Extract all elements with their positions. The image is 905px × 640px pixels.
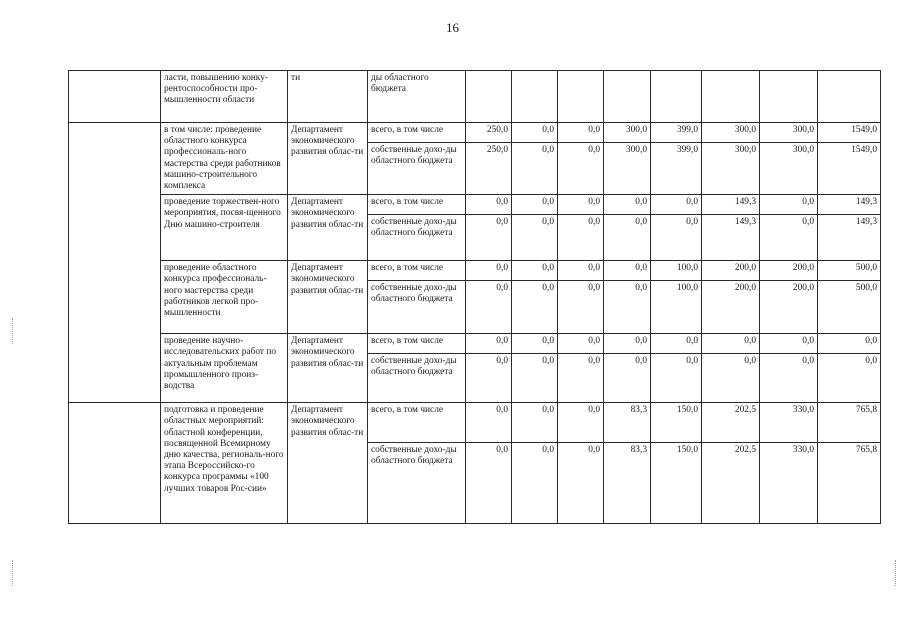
value-cell: 100,0 [651,281,702,334]
value-cell: 500,0 [818,281,881,334]
source-cell: собственные дохо-ды областного бюджета [368,215,466,261]
table-row [69,195,881,215]
table-row [69,334,881,354]
value-cell: 0,0 [558,195,604,215]
activity-cell: проведение научно-исследовательских работ по актуальным проблемам промышленного произ-водства [161,334,288,403]
value-cell: 0,0 [558,354,604,403]
value-cell: 0,0 [604,261,651,281]
value-cell: 250,0 [466,123,512,143]
value-cell: 0,0 [512,195,558,215]
value-cell: 0,0 [512,334,558,354]
value-cell: 300,0 [604,143,651,195]
value-cell: 0,0 [558,334,604,354]
value-cell: 250,0 [466,143,512,195]
table-row [69,261,881,281]
activity-cell: подготовка и проведение областных мероприятий: областной конференции, посвященной Всемирному дню качества, региональ-ного этапа Всероссийско-го конкурса программы «100 лучших товаров Рос-сии» [161,403,288,524]
source-cell: собственные дохо-ды областного бюджета [368,143,466,195]
value-cell: 150,0 [651,403,702,443]
budget-table [68,70,881,524]
executor-cell: Департамент экономического развития облас-ти [288,261,368,334]
table-row [69,123,881,143]
value-cell: 0,0 [651,195,702,215]
scan-mark [12,560,14,586]
source-cell: всего, в том числе [368,261,466,281]
value-cell: 765,8 [818,443,881,524]
activity-cell: ласти, повышению конку-рентоспособности про-мышленности области [161,71,288,123]
value-cell: 149,3 [702,195,760,215]
executor-cell: Департамент экономического развития облас-ти [288,334,368,403]
page-number: 16 [446,20,459,35]
number-cell [69,403,161,524]
value-cell: 0,0 [466,195,512,215]
value-cell: 200,0 [702,281,760,334]
activity-cell: в том числе: проведение областного конкурса профессиональ-ного мастерства среди работников машино-строительного комплекса [161,123,288,195]
value-cell: 1549,0 [818,143,881,195]
value-cell: 0,0 [512,443,558,524]
value-cell: 0,0 [512,123,558,143]
continuation-row [69,71,881,123]
value-cell [466,71,512,123]
value-cell: 500,0 [818,261,881,281]
number-cell [69,123,161,403]
scan-mark [895,560,897,586]
value-cell: 150,0 [651,443,702,524]
source-cell: всего, в том числе [368,403,466,443]
activity-cell: проведение торжествен-ного мероприятия, посвя-щенного Дню машино-строителя [161,195,288,261]
value-cell: 83,3 [604,403,651,443]
value-cell: 0,0 [512,281,558,334]
value-cell: 0,0 [512,215,558,261]
value-cell: 0,0 [512,354,558,403]
value-cell: 0,0 [466,403,512,443]
value-cell: 149,3 [818,195,881,215]
value-cell: 0,0 [512,403,558,443]
value-cell: 0,0 [818,334,881,354]
value-cell: 202,5 [702,403,760,443]
source-cell: ды областного бюджета [368,71,466,123]
source-cell: всего, в том числе [368,123,466,143]
value-cell: 0,0 [760,334,818,354]
value-cell: 149,3 [702,215,760,261]
value-cell: 765,8 [818,403,881,443]
value-cell: 0,0 [466,215,512,261]
table-row [69,403,881,443]
value-cell: 399,0 [651,123,702,143]
value-cell: 0,0 [604,334,651,354]
number-cell [69,71,161,123]
value-cell: 0,0 [818,354,881,403]
value-cell: 100,0 [651,261,702,281]
value-cell: 200,0 [760,281,818,334]
value-cell: 0,0 [604,215,651,261]
value-cell: 0,0 [760,195,818,215]
value-cell: 0,0 [558,261,604,281]
value-cell: 0,0 [466,354,512,403]
executor-cell: Департамент экономического развития облас-ти [288,195,368,261]
value-cell: 0,0 [466,281,512,334]
value-cell: 0,0 [466,443,512,524]
value-cell: 0,0 [651,215,702,261]
value-cell [702,71,760,123]
value-cell: 330,0 [760,403,818,443]
activity-cell: проведение областного конкурса профессиональ-ного мастерства среди работников легкой про-мышленности [161,261,288,334]
value-cell: 300,0 [702,123,760,143]
source-cell: собственные дохо-ды областного бюджета [368,354,466,403]
source-cell: собственные дохо-ды областного бюджета [368,281,466,334]
value-cell: 0,0 [702,334,760,354]
value-cell [558,71,604,123]
source-cell: всего, в том числе [368,334,466,354]
value-cell: 0,0 [558,215,604,261]
executor-cell: Департамент экономического развития облас-ти [288,123,368,195]
value-cell [512,71,558,123]
value-cell: 0,0 [760,354,818,403]
executor-cell: Департамент экономического развития облас-ти [288,403,368,524]
value-cell: 0,0 [558,123,604,143]
value-cell: 0,0 [512,261,558,281]
value-cell [651,71,702,123]
value-cell: 0,0 [558,281,604,334]
value-cell: 330,0 [760,443,818,524]
value-cell: 0,0 [651,334,702,354]
value-cell: 0,0 [604,281,651,334]
value-cell: 0,0 [604,354,651,403]
value-cell [604,71,651,123]
value-cell: 83,3 [604,443,651,524]
value-cell: 149,3 [818,215,881,261]
value-cell: 0,0 [604,195,651,215]
value-cell: 300,0 [760,143,818,195]
value-cell: 0,0 [512,143,558,195]
value-cell [760,71,818,123]
source-cell: собственные дохо-ды областного бюджета [368,443,466,524]
value-cell: 399,0 [651,143,702,195]
source-cell: всего, в том числе [368,195,466,215]
value-cell: 0,0 [558,403,604,443]
value-cell [818,71,881,123]
value-cell: 0,0 [466,334,512,354]
value-cell: 0,0 [558,143,604,195]
value-cell: 300,0 [702,143,760,195]
executor-cell: ти [288,71,368,123]
value-cell: 200,0 [702,261,760,281]
value-cell: 0,0 [466,261,512,281]
value-cell: 0,0 [760,215,818,261]
value-cell: 300,0 [604,123,651,143]
value-cell: 0,0 [702,354,760,403]
value-cell: 0,0 [651,354,702,403]
value-cell: 0,0 [558,443,604,524]
table-body [69,71,881,524]
value-cell: 300,0 [760,123,818,143]
value-cell: 200,0 [760,261,818,281]
value-cell: 1549,0 [818,123,881,143]
value-cell: 202,5 [702,443,760,524]
scan-mark [12,318,14,344]
